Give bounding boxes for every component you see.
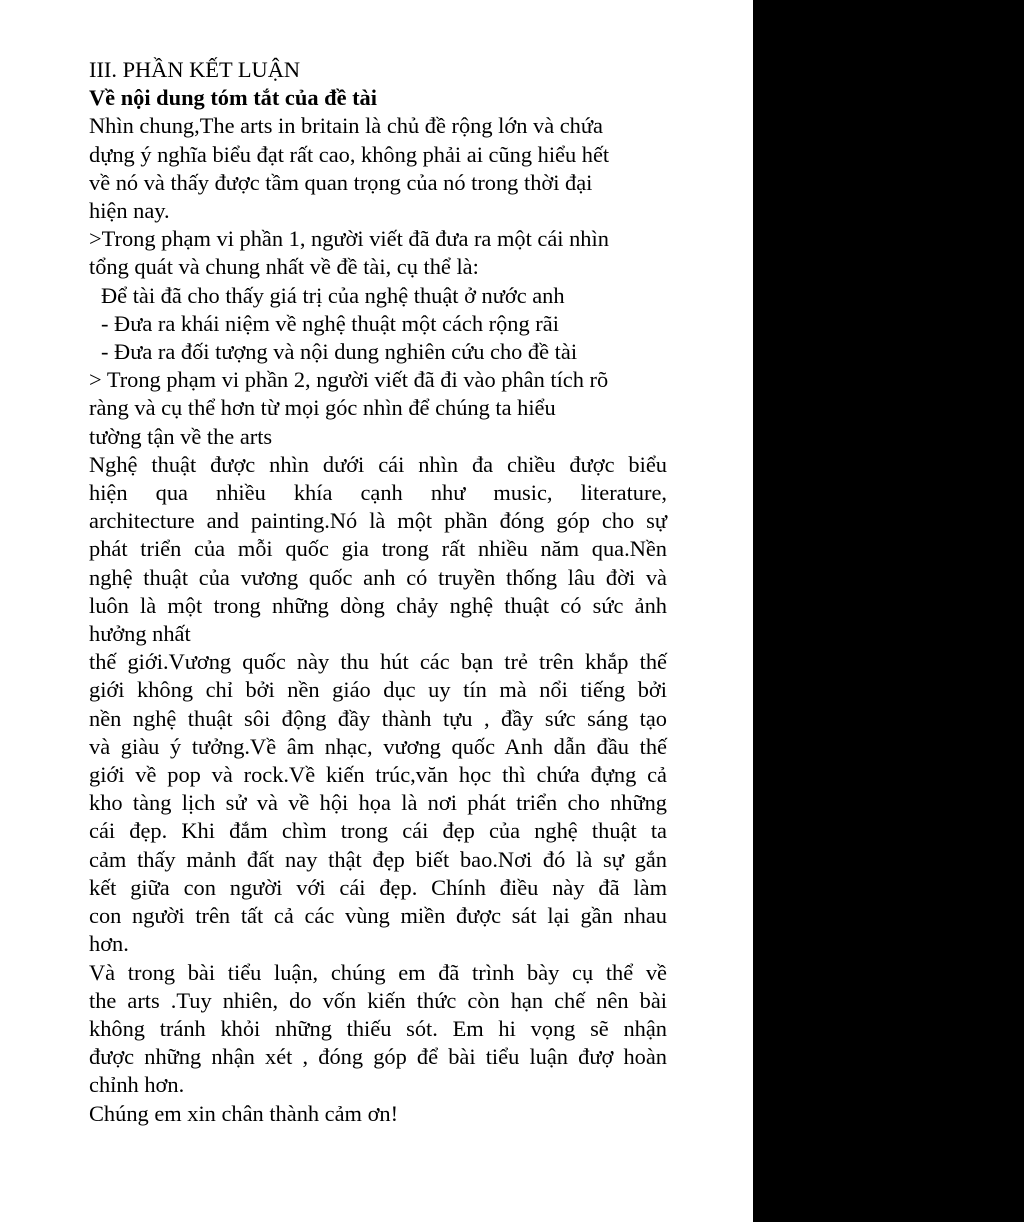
text-line: nền nghệ thuật sôi động đầy thành tựu , đầy sức sáng tạo xyxy=(89,705,667,731)
text-line: chỉnh hơn. xyxy=(89,1072,185,1098)
text-line: hơn. xyxy=(89,931,129,957)
list-item: - Đưa ra đối tượng và nội dung nghiên cứu cho đề tài xyxy=(101,339,578,365)
text-line: Nghệ thuật được nhìn dưới cái nhìn đa chiều được biểu xyxy=(89,451,667,477)
section-subheading: Về nội dung tóm tắt của đề tài xyxy=(89,85,377,111)
text-line: phát triển của mỗi quốc gia trong rất nhiều năm qua.Nền xyxy=(89,536,667,562)
text-line: ràng và cụ thể hơn từ mọi góc nhìn để chúng ta hiểu xyxy=(89,395,556,421)
list-item: Để tài đã cho thấy giá trị của nghệ thuật ở nước anh xyxy=(101,282,565,308)
black-margin-panel xyxy=(753,0,1024,1222)
text-line: dựng ý nghĩa biểu đạt rất cao, không phải ai cũng hiểu hết xyxy=(89,141,610,167)
text-line: > Trong phạm vi phần 2, người viết đã đi vào phân tích rõ xyxy=(89,367,609,393)
text-line: Và trong bài tiểu luận, chúng em đã trình bày cụ thể về xyxy=(89,959,667,985)
text-line: cảm thấy mảnh đất nay thật đẹp biết bao.Nơi đó là sự gắn xyxy=(89,846,667,872)
text-line: tường tận về the arts xyxy=(89,423,273,449)
text-line: >Trong phạm vi phần 1, người viết đã đưa ra một cái nhìn xyxy=(89,226,609,252)
text-line: nghệ thuật của vương quốc anh có truyền thống lâu đời và xyxy=(89,564,667,590)
text-line: giới về pop và rock.Về kiến trúc,văn học thì chứa đựng cả xyxy=(89,762,667,788)
text-line: không tránh khỏi những thiếu sót. Em hi vọng sẽ nhận xyxy=(89,1015,667,1041)
text-line: the arts .Tuy nhiên, do vốn kiến thức còn hạn chế nên bài xyxy=(89,987,667,1013)
list-item: - Đưa ra khái niệm về nghệ thuật một cách rộng rãi xyxy=(101,310,559,336)
text-line: architecture and painting.Nó là một phần đóng góp cho sự xyxy=(89,508,667,534)
closing-line: Chúng em xin chân thành cảm ơn! xyxy=(89,1100,399,1126)
section-heading: III. PHẦN KẾT LUẬN xyxy=(89,57,301,82)
text-line: luôn là một trong những dòng chảy nghệ thuật có sức ảnh xyxy=(89,592,667,618)
text-line: con người trên tất cả các vùng miền được sát lại gần nhau xyxy=(89,903,667,929)
text-line: và giàu ý tưởng.Về âm nhạc, vương quốc Anh dẫn đầu thế xyxy=(89,733,667,759)
text-line: thế giới.Vương quốc này thu hút các bạn trẻ trên khắp thế xyxy=(89,649,667,675)
text-line: Nhìn chung,The arts in britain là chủ đề rộng lớn và chứa xyxy=(89,113,603,139)
text-line: cái đẹp. Khi đắm chìm trong cái đẹp của nghệ thuật ta xyxy=(89,818,667,844)
text-line: tổng quát và chung nhất về đề tài, cụ thể là: xyxy=(89,254,479,280)
text-line: về nó và thấy được tầm quan trọng của nó trong thời đại xyxy=(89,169,593,195)
text-line: được những nhận xét , đóng góp để bài tiểu luận đượ hoàn xyxy=(89,1044,667,1070)
text-line: kho tàng lịch sử và về hội họa là nơi phát triển cho những xyxy=(89,790,667,816)
text-line: hiện qua nhiều khía cạnh như music, literature, xyxy=(89,480,667,506)
text-line: kết giữa con người với cái đẹp. Chính điều này đã làm xyxy=(89,874,667,900)
text-line: hưởng nhất xyxy=(89,621,191,647)
text-line: hiện nay. xyxy=(89,198,170,224)
text-line: giới không chỉ bởi nền giáo dục uy tín mà nổi tiếng bởi xyxy=(89,677,667,703)
document-body xyxy=(89,56,667,1128)
